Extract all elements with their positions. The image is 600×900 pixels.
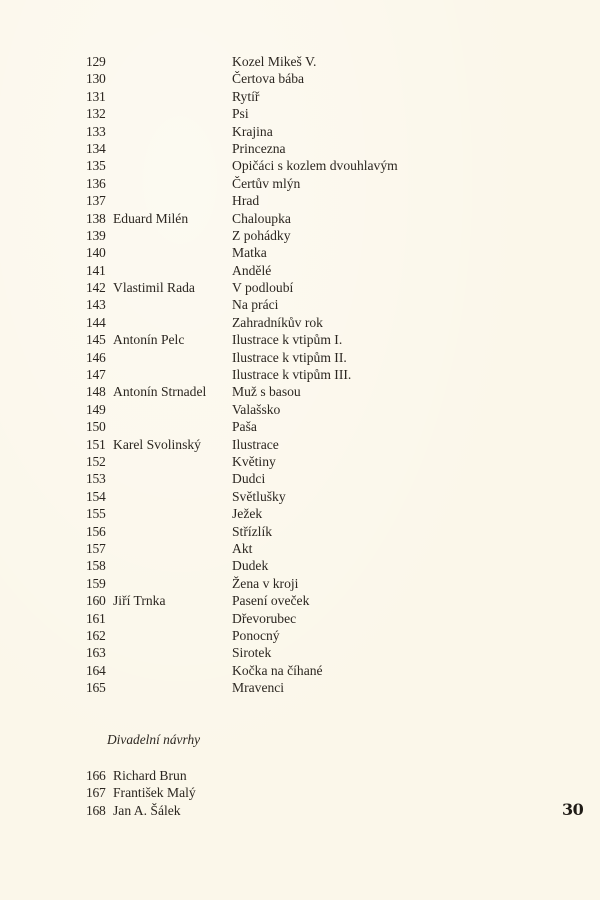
entry-title: Na práci [232, 297, 279, 313]
entry-title: Ježek [232, 506, 263, 522]
catalog-entry [86, 575, 446, 592]
entry-number: 138 [86, 210, 106, 226]
catalog-entry [86, 192, 446, 209]
entry-number: 161 [86, 610, 106, 626]
entry-number: 166 [86, 768, 106, 783]
entry-title: Psi [232, 106, 249, 122]
entry-number: 154 [86, 488, 106, 504]
entry-title: Sirotek [232, 645, 272, 661]
entry-title: Paša [232, 419, 257, 435]
catalog-entry [86, 157, 446, 174]
entry-number: 143 [86, 297, 106, 313]
entry-number: 168 [86, 802, 106, 818]
entry-number: 158 [86, 558, 106, 574]
entry-title: Princezna [232, 140, 286, 156]
entry-title: Dudci [232, 471, 266, 487]
entry-title: Pasení oveček [232, 593, 310, 609]
entry-number: 142 [86, 280, 106, 296]
catalog-entry [86, 557, 446, 574]
catalog-entry [86, 88, 446, 105]
catalog-entry [86, 314, 446, 331]
entry-title: Akt [232, 540, 253, 556]
catalog-entry [86, 523, 446, 540]
catalog-entry [86, 331, 446, 348]
catalog-entry [86, 244, 446, 261]
entry-artist: Richard Brun [113, 768, 187, 783]
entry-title: Dudek [232, 558, 269, 574]
catalog-entry [86, 227, 446, 244]
entry-number: 149 [86, 401, 106, 417]
entry-title: Matka [232, 245, 267, 261]
entry-title: Kočka na číhané [232, 662, 323, 678]
entry-title: Hrad [232, 193, 260, 209]
entry-number: 159 [86, 575, 106, 591]
catalog-entry [86, 453, 446, 470]
entry-number: 160 [86, 593, 106, 609]
entry-number: 163 [86, 645, 106, 661]
entry-number: 153 [86, 471, 106, 487]
entry-artist: Vlastimil Rada [113, 280, 195, 296]
entry-number: 134 [86, 140, 106, 156]
entry-artist: Antonín Pelc [113, 332, 185, 348]
catalog-entry [86, 436, 446, 453]
entry-artist: František Malý [113, 785, 196, 801]
entry-number: 145 [86, 332, 106, 348]
entry-number: 139 [86, 227, 106, 243]
entry-number: 165 [86, 680, 106, 696]
entry-title: Čertův mlýn [232, 175, 301, 191]
entry-number: 146 [86, 349, 106, 365]
entry-title: Ilustrace k vtipům III. [232, 367, 352, 383]
entry-title: Kozel Mikeš V. [232, 54, 317, 69]
entry-title: Z pohádky [232, 227, 291, 243]
theatre-entry [86, 802, 446, 819]
entry-number: 132 [86, 106, 106, 122]
entry-number: 156 [86, 523, 106, 539]
catalog-entry [86, 262, 446, 279]
entry-title: Ilustrace k vtipům II. [232, 349, 347, 365]
catalog-entry [86, 470, 446, 487]
entry-number: 148 [86, 384, 106, 400]
entry-title: Ilustrace [232, 436, 279, 452]
theatre-designs-list [86, 767, 446, 819]
theatre-entry [86, 767, 446, 784]
catalog-entry [86, 349, 446, 366]
entry-title: Světlušky [232, 488, 286, 504]
catalog-entry [86, 175, 446, 192]
entry-number: 144 [86, 314, 106, 330]
entry-artist: Karel Svolinský [113, 436, 201, 452]
catalog-entry [86, 627, 446, 644]
entry-title: Chaloupka [232, 210, 291, 226]
catalog-entry [86, 644, 446, 661]
catalog-entry [86, 53, 446, 70]
entry-number: 157 [86, 540, 106, 556]
entry-artist: Jan A. Šálek [113, 802, 181, 818]
catalog-entry [86, 279, 446, 296]
theatre-entry [86, 784, 446, 801]
catalog-entry [86, 210, 446, 227]
entry-title: Čertova bába [232, 71, 305, 87]
entry-title: Střízlík [232, 523, 273, 539]
entry-number: 147 [86, 367, 106, 383]
section-heading: Divadelní návrhy [107, 732, 201, 747]
entry-artist: Eduard Milén [113, 210, 189, 226]
catalog-entry [86, 105, 446, 122]
entry-number: 150 [86, 419, 106, 435]
entry-number: 133 [86, 123, 106, 139]
catalog-entry [86, 610, 446, 627]
catalog-entry [86, 662, 446, 679]
entry-title: Ilustrace k vtipům I. [232, 332, 343, 348]
entry-title: Muž s basou [232, 384, 301, 400]
entry-number: 141 [86, 262, 106, 278]
entry-title: Andělé [232, 262, 272, 278]
entry-number: 140 [86, 245, 106, 261]
page-number: 30 [562, 800, 584, 819]
catalog-entry [86, 488, 446, 505]
entry-title: Ponocný [232, 627, 280, 643]
entry-number: 130 [86, 71, 106, 87]
entry-number: 164 [86, 662, 106, 678]
entry-number: 136 [86, 175, 106, 191]
catalog-entry [86, 418, 446, 435]
catalog-entry [86, 123, 446, 140]
entry-number: 162 [86, 627, 106, 643]
catalog-entry [86, 401, 446, 418]
entry-title: Krajina [232, 123, 273, 139]
catalog-list [86, 53, 446, 696]
catalog-entry [86, 70, 446, 87]
catalog-entry [86, 296, 446, 313]
catalog-entry [86, 366, 446, 383]
entry-title: V podloubí [232, 280, 294, 296]
catalog-entry [86, 140, 446, 157]
entry-title: Rytíř [232, 88, 260, 104]
entry-number: 137 [86, 193, 106, 209]
entry-artist: Jiří Trnka [113, 593, 166, 609]
entry-title: Žena v kroji [232, 575, 299, 591]
entry-title: Mravenci [232, 680, 285, 696]
catalog-entry [86, 592, 446, 609]
entry-number: 155 [86, 506, 106, 522]
catalog-entry [86, 383, 446, 400]
entry-title: Dřevorubec [232, 610, 297, 626]
catalog-entry [86, 540, 446, 557]
catalog-entry [86, 505, 446, 522]
entry-number: 152 [86, 453, 106, 469]
entry-title: Valašsko [232, 401, 281, 417]
entry-title: Květiny [232, 453, 276, 469]
entry-number: 131 [86, 88, 106, 104]
catalog-entry [86, 679, 446, 696]
entry-number: 151 [86, 436, 106, 452]
entry-number: 167 [86, 785, 106, 801]
entry-artist: Antonín Strnadel [113, 384, 207, 400]
entry-number: 135 [86, 158, 106, 174]
entry-title: Opičáci s kozlem dvouhlavým [232, 158, 398, 174]
entry-number: 129 [86, 54, 106, 69]
entry-title: Zahradníkův rok [232, 314, 323, 330]
